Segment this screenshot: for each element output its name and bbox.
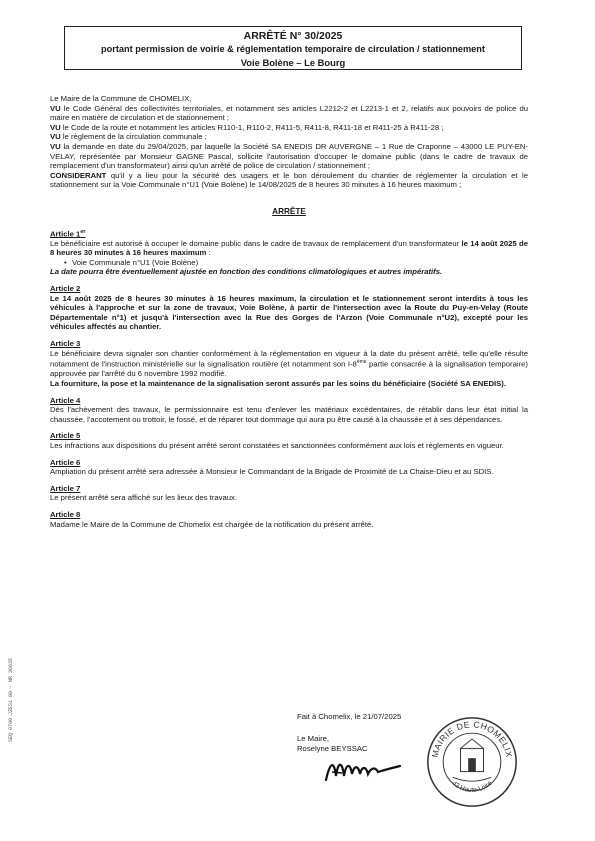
seal-text-bottom: 43 Haute-Loire xyxy=(450,779,494,795)
article-3-title: Article 3 xyxy=(50,339,81,349)
signature-block xyxy=(297,712,401,754)
decree-location: Voie Bolène – Le Bourg xyxy=(240,57,346,68)
considerant-clause: CONSIDERANT qu'il y a lieu pour la sécurité des usagers et le bon déroulement du chantier de réglementer la circulation et le stationnement sur la Voie Communale n°U1 (Voie Bolène) le 14/08/2025 de 8 heures 30 minutes à 16 heures maximum ; xyxy=(50,170,528,190)
decree-number: ARRÊTÉ N° 30/2025 xyxy=(243,30,343,42)
mayor-intro: Le Maire de la Commune de CHOMELIX, xyxy=(50,94,192,103)
article-7-title: Article 7 xyxy=(50,483,81,493)
article-1-bullet: • Voie Communale n°U1 (Voie Bolène) xyxy=(50,258,528,268)
vu-clause-2: VU le Code de la route et notamment les articles R110-1, R110-2, R411-5, R411-8, R411-18 et R411-25 à R411-28 ; xyxy=(50,122,444,132)
article-1-title: Article 1er xyxy=(50,228,86,239)
decree-subject: portant permission de voirie & réglementation temporaire de circulation / stationnement xyxy=(101,44,485,54)
article-5-title: Article 5 xyxy=(50,431,81,441)
article-8-text: Madame le Maire de la Commune de Chomelix est chargée de la notification du présent arrêté. xyxy=(50,519,374,529)
article-7-text: Le présent arrêté sera affiché sur les lieux des travaux. xyxy=(50,493,238,503)
seal-text-top: MAIRIE DE CHOMELIX xyxy=(429,719,515,759)
vu-clause-4: VU la demande en date du 29/04/2025, par laquelle la Société SA ENEDIS DR AUVERGNE – 1 Rue de Craponne – 43000 LE PUY-EN-VELAY, représentée par Monsieur GAGNE Pascal, sollicite l'autorisation d'occuper le domaine public (dans le cadre de travaux de remplacement d'un transformateur) ainsi qu'un arrêté de police de circulation / stationnement ; xyxy=(50,141,528,171)
article-1-text: Le bénéficiaire est autorisé à occuper le domaine public dans le cadre de travaux de remplacement d'un transformateur le 14 août 2025 de 8 heures 30 minutes à 16 heures maximum : xyxy=(50,238,528,258)
side-reference-wrapper xyxy=(8,657,128,748)
article-6-title: Article 6 xyxy=(50,457,81,467)
title-box xyxy=(64,26,522,70)
signatory-name: Roselyne BEYSSAC xyxy=(297,744,368,753)
article-6-text: Ampliation du présent arrêté sera adressée à Monsieur le Commandant de la Brigade de Proximité de La Chaise-Dieu et au SDIS. xyxy=(50,467,494,477)
article-3-bold-text: La fourniture, la pose et la maintenance de la signalisation seront assurés par les soins du bénéficiaire (Société SA ENEDIS). xyxy=(50,378,506,388)
handwritten-signature xyxy=(322,752,432,786)
signatory-role: Le Maire, xyxy=(297,734,330,743)
side-reference: SEQ 0700 JZES1 00 - NR 36635 xyxy=(8,657,14,742)
document-body xyxy=(50,94,528,529)
article-8-title: Article 8 xyxy=(50,509,81,519)
svg-text:43 Haute-Loire xyxy=(450,780,493,794)
article-3-text: Le bénéficiaire devra signaler son chantier conformément à la réglementation en vigueur à la date du présent arrêté, telle qu'elle résulte notamment de l'instruction ministérielle sur la signalisation routière (et notamment son I-8ème partie consacrée à la signalisation temporaire) approuvée par l'arrêté du 6 novembre 1992 modifié. xyxy=(50,348,528,379)
article-4-text: Dès l'achèvement des travaux, le permissionnaire est tenu d'enlever les matériaux excédentaires, de rétablir dans leur état initial la chaussée, l'accotement ou trottoir, le fossé, et de réparer tout dommage qui aura pu être causé à la chaussée et à ses dépendances. xyxy=(50,405,528,424)
article-2-title: Article 2 xyxy=(50,284,81,294)
decision-heading: ARRÊTE xyxy=(272,206,306,216)
mairie-seal-stamp xyxy=(424,714,520,810)
article-5-text: Les infractions aux dispositions du présent arrêté seront constatées et sanctionnées conformément aux lois et règlements en vigueur. xyxy=(50,440,504,450)
vu-clause-3: VU le règlement de la circulation communale ; xyxy=(50,132,207,142)
place-date: Fait à Chomelix, le 21/07/2025 xyxy=(297,712,402,721)
seal-emblem-icon xyxy=(453,739,491,781)
vu-clause-1: VU le Code Général des collectivités territoriales, et notamment ses articles L2212-2 et L2213-1 et 2, relatifs aux pouvoirs de police du maire en matière de circulation et de stationnement ; xyxy=(50,103,528,123)
article-4-title: Article 4 xyxy=(50,395,81,405)
article-1-note: La date pourra être éventuellement ajustée en fonction des conditions climatologiques et autres impératifs. xyxy=(50,267,443,277)
article-2-text: Le 14 août 2025 de 8 heures 30 minutes à 16 heures maximum, la circulation et le stationnement seront interdits à tous les véhicules à l'approche et sur la zone de travaux, Voie Bolène, à partir de l'intersection avec la Route du Puy-en-Velay (Route Départementale n°1) et jusqu'à l'intersection avec la Rue des Gorges de l'Arzon (Voie Communale n°U2), excepté pour les véhicules affectés au chantier. xyxy=(50,293,528,332)
